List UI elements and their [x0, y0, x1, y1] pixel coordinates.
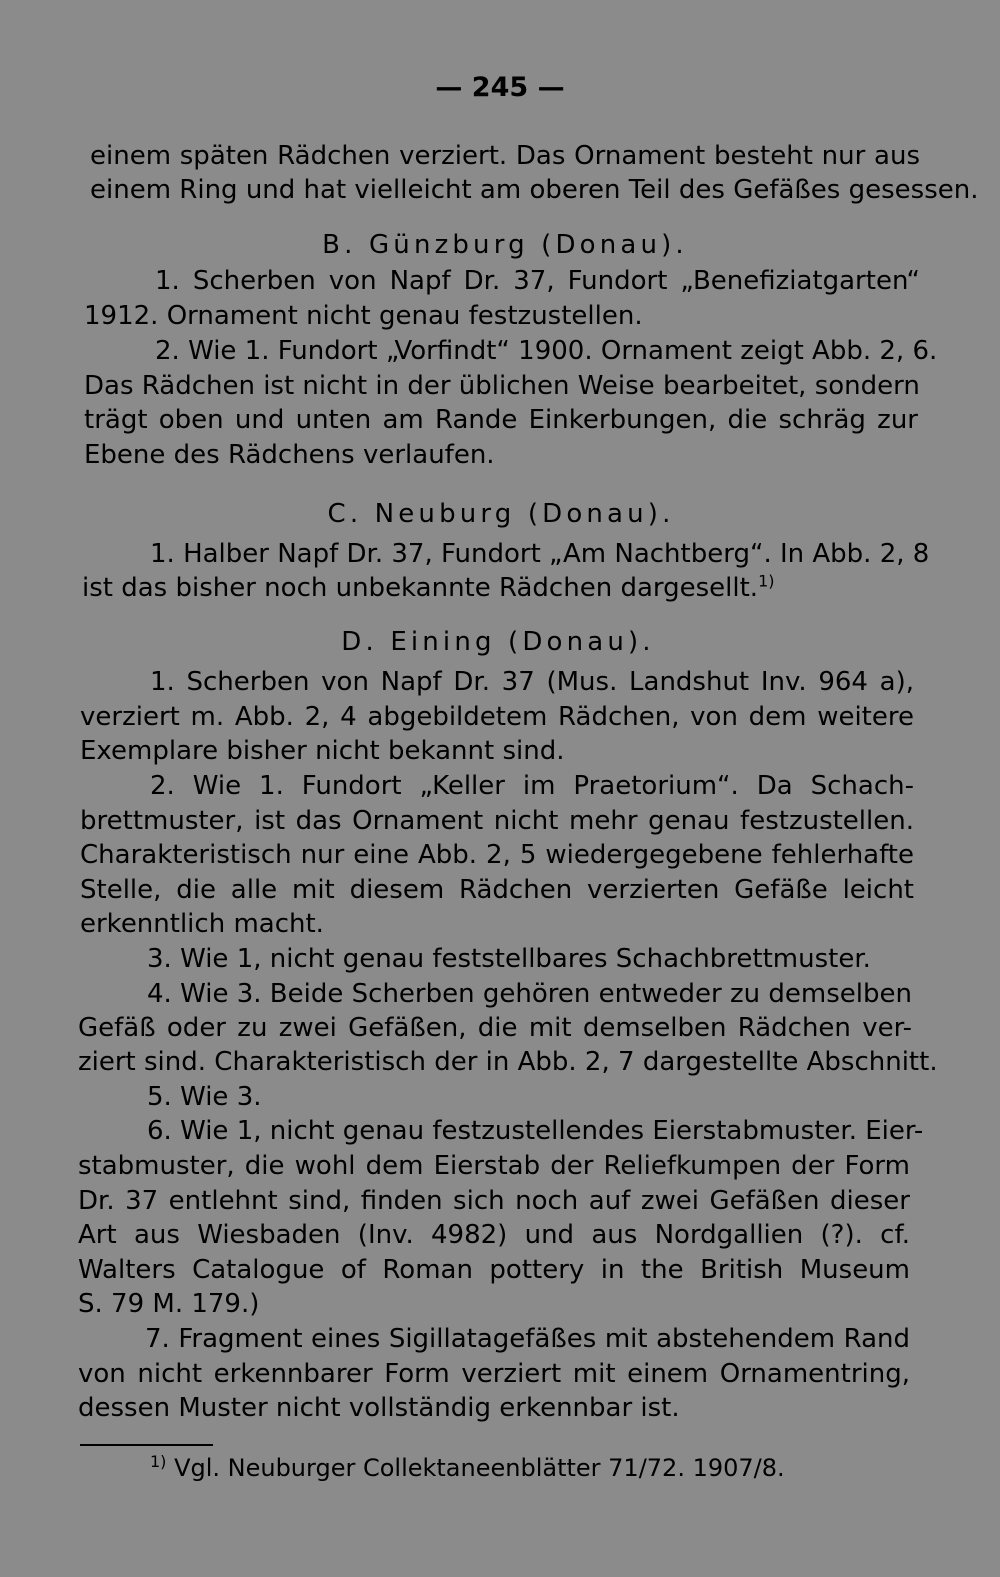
line-text: trägt oben und unten am Rande Einkerbungen, die schräg zur — [84, 405, 918, 435]
text-line — [80, 699, 914, 735]
text-line — [150, 664, 914, 700]
section-heading — [90, 227, 920, 263]
text-line — [78, 1148, 910, 1184]
footnote — [150, 1450, 910, 1486]
line-text: einem Ring und hat vielleicht am oberen Teil des Gefäßes gesessen. — [90, 175, 979, 205]
section-heading — [84, 496, 918, 532]
text-line — [84, 437, 918, 473]
section-heading — [82, 624, 914, 660]
text-line — [78, 1286, 910, 1322]
text-line — [80, 733, 914, 769]
line-text: B. Günzburg (Donau). — [322, 230, 688, 260]
text-line — [82, 570, 914, 606]
line-text: D. Eining (Donau). — [341, 627, 655, 657]
text-line — [90, 138, 920, 174]
page-number: — 245 — — [435, 72, 565, 103]
text-line — [78, 1217, 910, 1253]
text-line — [150, 768, 914, 804]
line-text: Stelle, die alle mit diesem Rädchen verzierten Gefäße leicht — [80, 875, 914, 905]
line-text: 6. Wie 1, nicht genau festzustellendes Eierstabmuster. Eier- — [147, 1116, 924, 1146]
line-text: 1912. Ornament nicht genau festzustellen. — [84, 301, 643, 331]
line-text: dessen Muster nicht vollständig erkennbar ist. — [78, 1393, 680, 1423]
footnote-text: Vgl. Neuburger Collektaneenblätter 71/72. 1907/8. — [174, 1454, 785, 1482]
text-line — [90, 172, 979, 208]
line-text: stabmuster, die wohl dem Eierstab der Reliefkumpen der Form — [78, 1151, 910, 1181]
line-text: 2. Wie 1. Fundort „Vorfindt“ 1900. Ornament zeigt Abb. 2, 6. — [155, 336, 938, 366]
line-text: Art aus Wiesbaden (Inv. 4982) und aus Nordgallien (?). cf. — [78, 1220, 910, 1250]
line-text: ziert sind. Charakteristisch der in Abb. 2, 7 dargestellte Abschnitt. — [78, 1047, 938, 1077]
line-text: Gefäß oder zu zwei Gefäßen, die mit demselben Rädchen ver- — [78, 1013, 912, 1043]
line-text: 5. Wie 3. — [147, 1082, 262, 1112]
text-line — [84, 298, 920, 334]
text-line — [80, 803, 914, 839]
footnote-reference: 1) — [758, 571, 775, 591]
line-text: C. Neuburg (Donau). — [327, 499, 675, 529]
text-line — [84, 368, 918, 404]
text-line — [78, 1356, 910, 1392]
text-line — [147, 1079, 912, 1115]
text-line — [84, 402, 918, 438]
text-line — [80, 906, 914, 942]
line-text: Das Rädchen ist nicht in der üblichen Weise bearbeitet, sondern — [84, 371, 920, 401]
line-text: Dr. 37 entlehnt sind, finden sich noch auf zwei Gefäßen dieser — [78, 1186, 910, 1216]
line-text: verziert m. Abb. 2, 4 abgebildetem Rädchen, von dem weitere — [80, 702, 914, 732]
line-text: Ebene des Rädchens verlaufen. — [84, 440, 495, 470]
text-line — [78, 1390, 910, 1426]
line-text: 4. Wie 3. Beide Scherben gehören entweder zu demselben — [147, 979, 912, 1009]
line-text: 1. Halber Napf Dr. 37, Fundort „Am Nachtberg“. In Abb. 2, 8 — [150, 539, 930, 569]
text-line — [80, 872, 914, 908]
text-line — [155, 333, 938, 369]
text-line — [155, 263, 920, 299]
line-text: 1. Scherben von Napf Dr. 37 (Mus. Landshut Inv. 964 a), — [150, 667, 914, 697]
line-text: 1. Scherben von Napf Dr. 37, Fundort „Benefiziatgarten“ — [155, 266, 920, 296]
text-line — [150, 536, 930, 572]
text-line — [78, 1183, 910, 1219]
text-line — [78, 1044, 938, 1080]
line-text: einem späten Rädchen verziert. Das Ornament besteht nur aus — [90, 141, 920, 171]
line-text: brettmuster, ist das Ornament nicht mehr genau festzustellen. — [80, 806, 914, 836]
text-line — [147, 976, 912, 1012]
line-text: erkenntlich macht. — [80, 909, 324, 939]
line-text: ist das bisher noch unbekannte Rädchen dargesellt. — [82, 573, 759, 603]
text-line — [80, 837, 914, 873]
footnote-marker: 1) — [150, 1452, 167, 1471]
line-text: 2. Wie 1. Fundort „Keller im Praetorium“. Da Schach- — [150, 771, 914, 801]
line-text: 3. Wie 1, nicht genau feststellbares Schachbrettmuster. — [147, 944, 871, 974]
text-line — [145, 1321, 910, 1357]
line-text: 7. Fragment eines Sigillatagefäßes mit abstehendem Rand — [145, 1324, 910, 1354]
line-text: Walters Catalogue of Roman pottery in the British Museum — [78, 1255, 910, 1285]
line-text: S. 79 M. 179.) — [78, 1289, 260, 1319]
text-line — [78, 1252, 910, 1288]
footnote-rule — [80, 1444, 213, 1446]
line-text: Charakteristisch nur eine Abb. 2, 5 wiedergegebene fehlerhafte — [80, 840, 914, 870]
line-text: Exemplare bisher nicht bekannt sind. — [80, 736, 565, 766]
line-text: von nicht erkennbarer Form verziert mit einem Ornamentring, — [78, 1359, 910, 1389]
text-line — [147, 1113, 924, 1149]
text-line — [147, 941, 914, 977]
text-line — [78, 1010, 912, 1046]
